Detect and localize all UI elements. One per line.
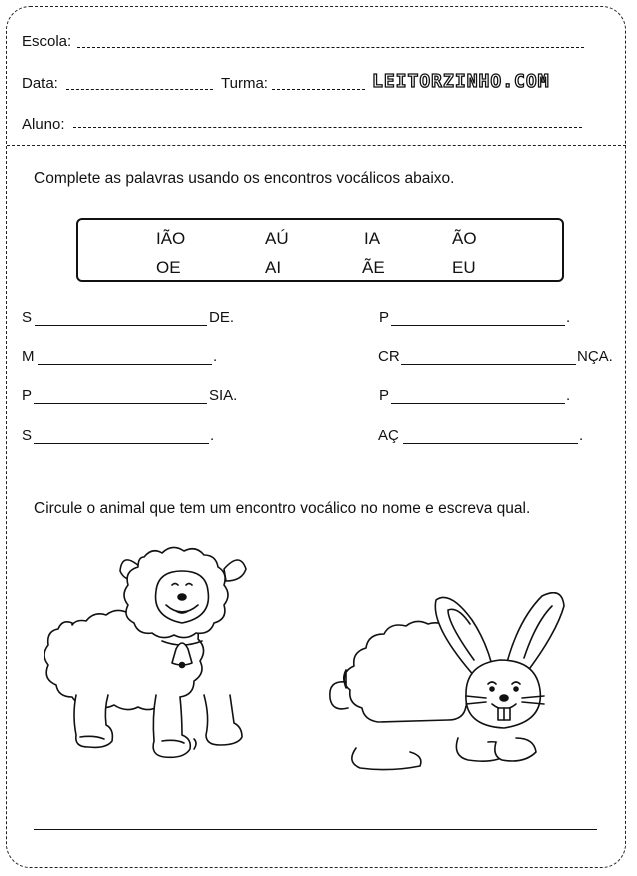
word-suffix: .: [566, 387, 571, 404]
word-blank[interactable]: [34, 443, 209, 444]
date-field[interactable]: [66, 89, 213, 90]
word-blank[interactable]: [35, 325, 207, 326]
rabbit-image[interactable]: [326, 592, 600, 778]
word-suffix: .: [579, 427, 584, 444]
date-label: Data:: [22, 75, 58, 92]
word-prefix: P: [379, 309, 390, 326]
word-prefix: S: [22, 427, 33, 444]
word-suffix: .: [210, 427, 215, 444]
school-label: Escola:: [22, 33, 72, 50]
word-suffix: NÇA.: [577, 348, 613, 365]
vowel-options-box: [76, 218, 564, 282]
word-prefix: CR: [378, 348, 400, 365]
word-suffix: DE.: [209, 309, 235, 326]
option: ÃO: [452, 229, 477, 248]
student-field[interactable]: [73, 127, 582, 128]
option: OE: [156, 258, 181, 277]
word-prefix: S: [22, 309, 33, 326]
option: IA: [364, 229, 381, 248]
word-prefix: P: [22, 387, 33, 404]
word-prefix: P: [379, 387, 390, 404]
option: AI: [265, 258, 282, 277]
answer-line[interactable]: [34, 829, 597, 830]
class-label: Turma:: [221, 75, 268, 92]
school-field[interactable]: [77, 47, 584, 48]
word-blank[interactable]: [391, 403, 565, 404]
exercise2-instruction: Circule o animal que tem um encontro vocálico no nome e escreva qual.: [34, 500, 531, 517]
option: IÃO: [156, 229, 186, 248]
class-field[interactable]: [272, 89, 365, 90]
word-suffix: .: [566, 309, 571, 326]
word-prefix: M: [22, 348, 35, 365]
word-blank[interactable]: [391, 325, 565, 326]
brand-logo: LEITORZINHO.COM: [372, 71, 550, 92]
word-prefix: AÇ: [378, 427, 399, 444]
student-label: Aluno:: [22, 116, 65, 133]
word-suffix: SIA.: [209, 387, 238, 404]
header-separator: [7, 145, 626, 146]
exercise1-instruction: Complete as palavras usando os encontros vocálicos abaixo.: [34, 170, 455, 187]
word-blank[interactable]: [34, 403, 207, 404]
option: ÃE: [362, 258, 385, 277]
word-blank[interactable]: [401, 364, 576, 365]
word-blank[interactable]: [403, 443, 578, 444]
sheep-image[interactable]: [44, 545, 256, 777]
option: AÚ: [265, 229, 289, 248]
word-suffix: .: [213, 348, 218, 365]
word-blank[interactable]: [38, 364, 212, 365]
option: EU: [452, 258, 476, 277]
